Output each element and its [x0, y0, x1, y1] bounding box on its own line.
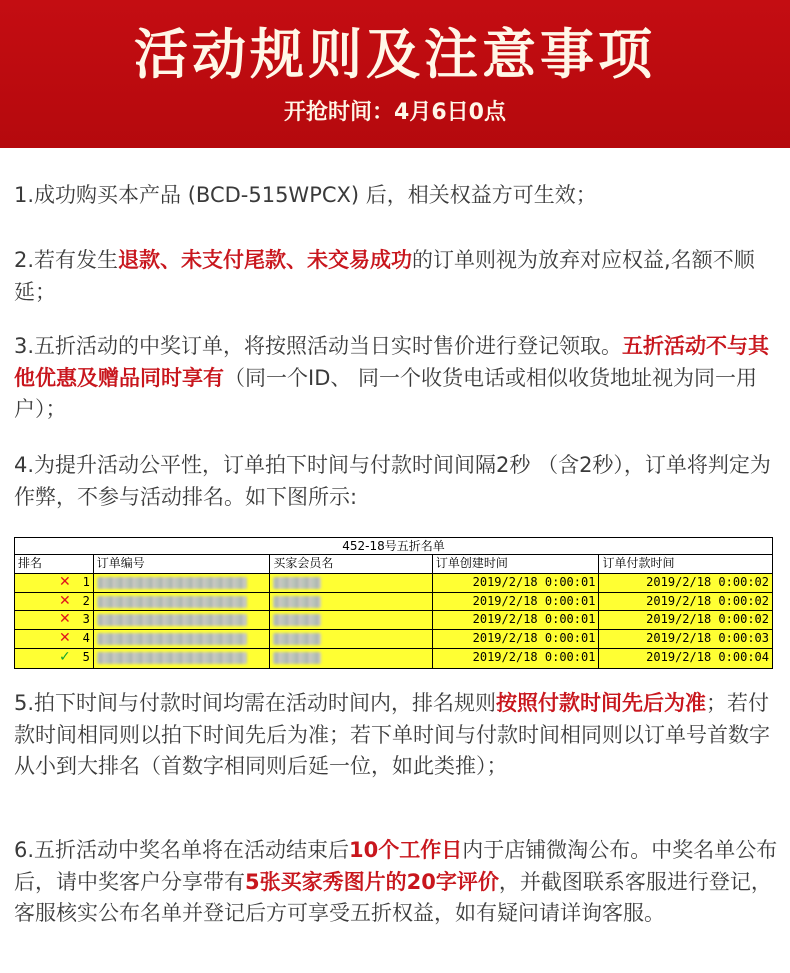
- blurred-member-name: [273, 577, 321, 589]
- paid-time: 2019/2/18 0:00:02: [646, 574, 769, 589]
- created-time: 2019/2/18 0:00:01: [433, 611, 600, 629]
- page-title: 活动规则及注意事项: [134, 23, 656, 86]
- created-time: 2019/2/18 0:00:01: [433, 630, 600, 648]
- winner-list-table: [14, 537, 773, 669]
- paid-time: 2019/2/18 0:00:02: [646, 593, 769, 608]
- cross-icon: ✕: [59, 630, 71, 647]
- created-time: 2019/2/18 0:00:01: [433, 574, 600, 592]
- paid-time: 2019/2/18 0:00:02: [646, 612, 769, 627]
- blurred-order-id: [97, 633, 247, 645]
- header-paid: 订单付款时间: [602, 556, 675, 570]
- rule-4-text: 4.为提升活动公平性，订单拍下时间与付款时间间隔2秒 （含2秒），订单将判定为作弊，不参与活动排名。如下图所示:: [14, 453, 771, 509]
- table-row: [15, 630, 772, 649]
- rule-6-text-b: 内于店铺微淘公布。中奖名单公布后，请中奖客户分享带有: [14, 838, 778, 894]
- header-rank: 排名: [15, 555, 94, 573]
- rule-3-text-b: （同一个ID、 同一个收货电话或相似收货地址视为同一用户）；: [14, 365, 758, 421]
- rule-5-text-a: 5.拍下时间与付款时间均需在活动时间内，排名规则: [14, 691, 497, 715]
- rule-1: [14, 180, 778, 212]
- rank-number: 3: [82, 612, 90, 627]
- rank-number: 1: [82, 574, 90, 589]
- paid-time: 2019/2/18 0:00:03: [646, 631, 769, 646]
- table-row: [15, 574, 772, 593]
- blurred-member-name: [273, 633, 321, 645]
- rule-2-text-b: 的订单则视为放弃对应权益,名额不顺延；: [14, 248, 755, 304]
- header-banner: [0, 0, 790, 148]
- rule-3-text-a: 3.五折活动的中奖订单，将按照活动当日实时售价进行登记领取。: [14, 334, 623, 358]
- created-time: 2019/2/18 0:00:01: [433, 649, 600, 668]
- created-time: 2019/2/18 0:00:01: [433, 593, 600, 611]
- rule-5: [14, 688, 778, 783]
- blurred-order-id: [97, 577, 247, 589]
- rank-number: 5: [82, 649, 90, 664]
- rule-2-text-a: 2.若有发生: [14, 248, 119, 272]
- blurred-member-name: [273, 614, 321, 626]
- rule-1-text: 1.成功购买本产品 (BCD-515WPCX) 后，相关权益方可生效；: [14, 183, 597, 207]
- rule-2: [14, 245, 778, 308]
- paid-time: 2019/2/18 0:00:04: [646, 649, 769, 664]
- cross-icon: ✕: [59, 611, 71, 628]
- blurred-order-id: [97, 596, 247, 608]
- rule-6-text-c: ，并截图联系客服进行登记，客服核实公布名单并登记后方可享受五折权益，如有疑问请详询客服。: [14, 869, 772, 925]
- cross-icon: ✕: [59, 592, 71, 609]
- blurred-member-name: [273, 596, 321, 608]
- table-caption: 452-18号五折名单: [15, 538, 772, 555]
- header-member: 买家会员名: [270, 555, 433, 573]
- header-created: 订单创建时间: [433, 555, 600, 573]
- blurred-order-id: [97, 614, 247, 626]
- start-time: 开抢时间：4月6日0点: [284, 100, 506, 125]
- table-header-row: [15, 555, 772, 574]
- rank-number: 4: [82, 631, 90, 646]
- rule-6-highlight-b: 5张买家秀图片的20字评价: [245, 869, 499, 894]
- rule-6: [14, 835, 778, 930]
- rank-number: 2: [82, 593, 90, 608]
- rule-3: [14, 331, 778, 426]
- check-icon: ✓: [59, 648, 71, 665]
- rule-5-text-b: ；若付款时间相同则以拍下时间先后为准；若下单时间与付款时间相同则以订单号首数字从小到大排名（首数字相同则后延一位，如此类推）；: [14, 691, 770, 778]
- rule-6-highlight-a: 10个工作日: [349, 838, 463, 862]
- table-row: [15, 649, 772, 668]
- rule-2-highlight: 退款、未支付尾款、未交易成功: [118, 248, 413, 272]
- rule-5-highlight: 按照付款时间先后为准: [496, 691, 707, 715]
- header-order-id: 订单编号: [94, 555, 271, 573]
- rule-4: [14, 450, 778, 513]
- table-row: [15, 611, 772, 630]
- cross-icon: ✕: [59, 573, 71, 590]
- blurred-order-id: [97, 652, 247, 664]
- table-row: [15, 593, 772, 612]
- blurred-member-name: [273, 652, 321, 664]
- rule-6-text-a: 6.五折活动中奖名单将在活动结束后: [14, 838, 350, 862]
- rule-3-highlight: 五折活动不与其他优惠及赠品同时享有: [14, 334, 770, 390]
